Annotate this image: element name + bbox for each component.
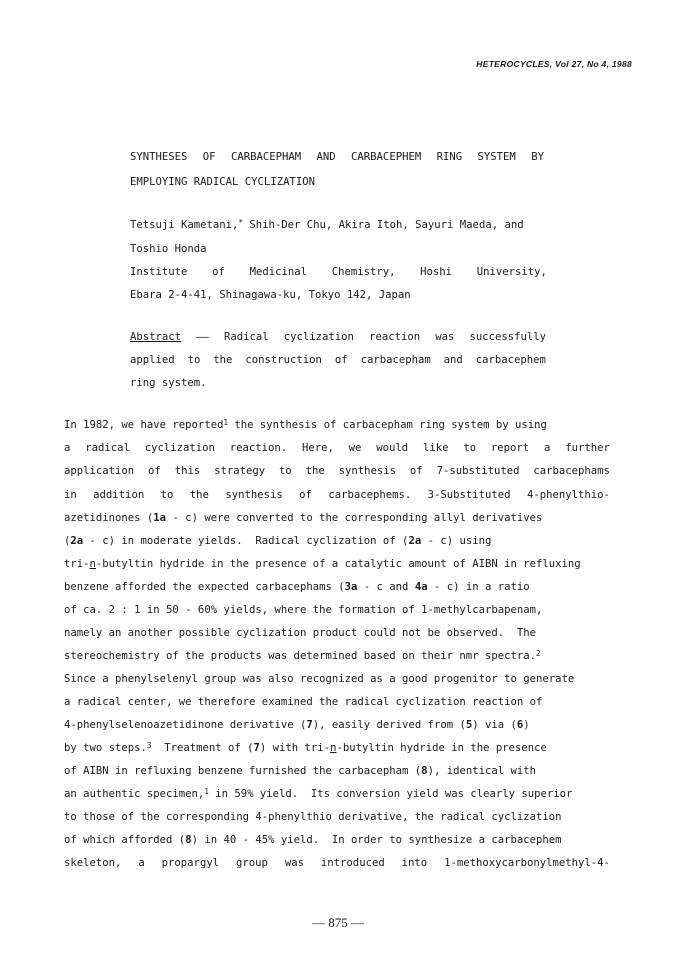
title-line-2: EMPLOYING RADICAL CYCLIZATION: [130, 176, 315, 188]
compound-ref: 5: [465, 719, 473, 731]
page-number: — 875 —: [312, 915, 364, 930]
compound-ref: 7: [306, 719, 313, 731]
compound-ref: 3a: [344, 581, 358, 593]
body-line-4: in addition to the synthesis of carbacephems. 3-Substituted 4-phenylthio-: [64, 489, 610, 501]
body-line-5: azetidinones (1a - c) were converted to the corresponding allyl derivatives: [64, 512, 543, 524]
compound-ref: 6: [516, 719, 524, 731]
body-line-9: of ca. 2 : 1 in 50 - 60% yields, where the formation of 1-methylcarbapenam,: [64, 604, 543, 616]
body-line-10: namely an another possible cyclization product could not be observed. The: [64, 627, 536, 639]
body-line-16: of AIBN in refluxing benzene furnished the carbacepham (8), identical with: [64, 765, 536, 777]
reference-mark: 2: [535, 649, 541, 658]
compound-ref: 1a: [153, 512, 167, 524]
compound-ref: 2a: [70, 535, 84, 547]
abstract-label: Abstract: [130, 331, 182, 343]
body-line-18: to those of the corresponding 4-phenylthio derivative, the radical cyclization: [64, 811, 562, 823]
reference-mark: 1: [223, 418, 228, 427]
body-line-6: (2a - c) in moderate yields. Radical cyclization of (2a - c) using: [64, 535, 492, 547]
abstract-line-1: Abstract —— Radical cyclization reaction was successfully: [130, 331, 546, 343]
body-line-13: a radical center, we therefore examined the radical cyclization reaction of: [64, 696, 543, 708]
compound-ref: 8: [421, 765, 428, 777]
authors-line-2: Toshio Honda: [130, 243, 207, 255]
affiliation-line-1: Institute of Medicinal Chemistry, Hoshi University,: [130, 266, 547, 278]
body-line-12: Since a phenylselenyl group was also recognized as a good progenitor to generate: [64, 673, 575, 685]
compound-ref: 7: [253, 742, 260, 754]
reference-mark: 1: [204, 787, 209, 796]
corresponding-author-mark: *: [238, 218, 243, 227]
reference-mark: 3: [146, 741, 152, 750]
journal-header: HETEROCYCLES, Vol 27, No 4, 1988: [476, 59, 632, 69]
body-line-17: an authentic specimen,$^1$ in 59% yield. Its conversion yield was clearly superior: [64, 787, 573, 800]
compound-ref: 2a: [408, 535, 422, 547]
compound-ref: 4a: [414, 581, 428, 593]
abstract-line-3: ring system.: [130, 377, 207, 389]
authors-line-1: Tetsuji Kametani,* Shih-Der Chu, Akira Itoh, Sayuri Maeda, and: [130, 218, 524, 231]
body-line-20: skeleton, a propargyl group was introduced into 1-methoxycarbonylmethyl-4-: [64, 857, 610, 869]
body-line-7: tri-n-butyltin hydride in the presence of a catalytic amount of AIBN in refluxing: [64, 558, 581, 570]
affiliation-line-2: Ebara 2-4-41, Shinagawa-ku, Tokyo 142, Japan: [130, 289, 411, 301]
body-line-11: stereochemistry of the products was determined based on their nmr spectra.$^2$: [64, 649, 541, 662]
title-line-1: SYNTHESES OF CARBACEPHAM AND CARBACEPHEM RING SYSTEM BY: [130, 151, 544, 163]
body-line-2: a radical cyclization reaction. Here, we would like to report a further: [64, 442, 610, 454]
body-line-8: benzene afforded the expected carbacephams (3a - c and 4a - c) in a ratio: [64, 581, 530, 593]
compound-ref: 8: [185, 834, 192, 846]
body-line-14: 4-phenylselenoazetidinone derivative (7), easily derived from (5) via (6): [64, 719, 530, 731]
body-line-1: In 1982, we have reported$^1$ the synthesis of carbacepham ring system by using: [64, 418, 547, 431]
body-line-15: by two steps.$^3$ Treatment of (7) with tri-n-butyltin hydride in the presence: [64, 741, 547, 754]
body-line-3: application of this strategy to the synthesis of 7-substituted carbacephams: [64, 465, 610, 477]
body-line-19: of which afforded (8) in 40 - 45% yield. In order to synthesize a carbacephem: [64, 834, 562, 846]
abstract-line-2: applied to the construction of carbacepham and carbacephem: [130, 354, 546, 366]
